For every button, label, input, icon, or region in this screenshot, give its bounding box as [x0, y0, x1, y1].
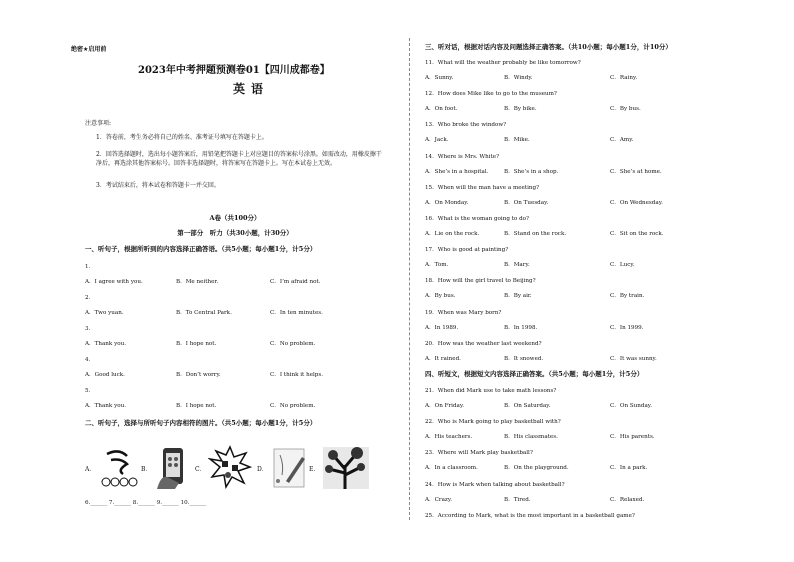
question-18-option-b: B．By air.: [504, 293, 532, 300]
question-24-text: 24．How is Mark when talking about basketball?: [425, 481, 565, 488]
question-13-option-c: C．Amy.: [610, 137, 634, 144]
exam-title: 2023年中考押题预测卷01【四川成都卷】: [138, 65, 330, 76]
question-4-number: 4．: [85, 357, 95, 363]
question-5-number: 5．: [85, 388, 95, 394]
picture-c-label: C．: [195, 465, 206, 473]
question-20-option-b: B．It snowed.: [504, 355, 544, 362]
question-23-option-c: C．In a park.: [610, 465, 648, 472]
picture-options: [85, 444, 375, 492]
question-18-text: 18．How will the girl travel to Beijing?: [425, 278, 536, 285]
question-17-option-c: C．Lucy.: [610, 262, 635, 269]
question-14-text: 14．Where is Mrs. White?: [425, 153, 500, 160]
notice-item-1: 1．答卷前，考生务必将自己的姓名、准考证号填写在答题卡上。: [96, 134, 268, 141]
q4-option-b: B．Don’t worry.: [176, 372, 221, 378]
question-21-option-a: A．On Friday.: [425, 403, 465, 409]
question-19-option-a: A．In 1989.: [425, 324, 459, 331]
section-3-heading: 三、听对话，根据对话内容及问题选择正确答案。（共10小题；每小题1分，计10分）: [425, 43, 672, 51]
q2-option-c: C．In ten minutes.: [270, 310, 323, 316]
q2-option-a: A．Two yuan.: [85, 310, 124, 316]
question-14-option-a: A．She’s in a hospital.: [425, 168, 489, 175]
question-13-option-b: B．Mike.: [504, 137, 530, 144]
question-16-option-c: C．Sit on the rock.: [610, 231, 664, 237]
subject-title: 英语: [233, 82, 270, 96]
q5-option-b: B．I hope not.: [176, 403, 217, 409]
question-18-option-c: C．By train.: [610, 293, 645, 300]
q1-option-c: C．I’m afraid not.: [270, 279, 321, 285]
q5-option-c: C．No problem.: [270, 403, 316, 409]
question-15-option-a: A．On Monday.: [425, 199, 469, 206]
pencil-drawing-icon: [270, 445, 310, 491]
picture-e: [309, 444, 371, 492]
question-22-option-a: A．His teachers.: [425, 434, 473, 441]
question-21-option-c: C．On Sunday.: [610, 403, 652, 409]
question-21-option-b: B．On Saturday.: [504, 403, 551, 409]
question-1-number: 1．: [85, 264, 95, 270]
question-24-option-b: B．Tired.: [504, 496, 531, 503]
question-17-option-a: A．Tom.: [425, 262, 449, 269]
question-14-option-b: B．She’s in a shop.: [504, 168, 559, 175]
question-16-option-a: A．Lie on the rock.: [425, 231, 480, 237]
question-19-option-b: B．In 1998.: [504, 324, 538, 331]
question-24-option-c: C．Relaxed.: [610, 496, 645, 503]
question-19-text: 19．When was Mary born?: [425, 309, 502, 316]
question-15-text: 15．When will the man have a meeting?: [425, 184, 540, 191]
question-3-number: 3．: [85, 326, 95, 332]
question-23-option-a: A．In a classroom.: [425, 465, 478, 472]
section-4-heading: 四、听短文，根据短文内容选择正确答案。（共5小题；每小题1分，计5分）: [425, 370, 644, 378]
picture-c: [195, 444, 254, 492]
question-20-option-c: C．It was sunny.: [610, 355, 657, 362]
question-12-text: 12．How does Mike like to go to the museum?: [425, 91, 557, 98]
answer-blanks: 6.______ 7.______ 8.______ 9.______ 10.______: [85, 500, 207, 506]
picture-d-label: D．: [257, 465, 268, 473]
section-1-heading: 一、听句子，根据所听到的内容选择正确答语。（共5小题；每小题1分，计5分）: [85, 245, 317, 253]
question-13-text: 13．Who broke the window?: [425, 122, 507, 129]
question-12-option-a: A．On foot.: [425, 106, 458, 113]
question-2-number: 2．: [85, 295, 95, 301]
question-16-text: 16．What is the woman going to do?: [425, 216, 530, 222]
olympic-rings-icon: [97, 446, 141, 490]
secret-label: 绝密★启用前: [71, 46, 107, 53]
tree-scene-icon: [321, 445, 371, 491]
question-11-option-c: C．Rainy.: [610, 75, 638, 81]
question-15-option-c: C．On Wednesday.: [610, 199, 663, 206]
question-22-option-b: B．His classmates.: [504, 434, 558, 441]
question-25-text: 25．According to Mark, what is the most important in a basketball game?: [425, 512, 635, 519]
q3-option-c: C．No problem.: [270, 341, 316, 347]
picture-b-label: B．: [141, 465, 152, 473]
question-23-text: 23．Where will Mark play basketball?: [425, 450, 533, 457]
question-24-option-a: A．Crazy.: [425, 496, 453, 503]
q2-option-b: B．To Central Park.: [176, 310, 232, 316]
question-22-text: 22．Who is Mark going to play basketball with?: [425, 419, 561, 426]
notice-item-3: 3．考试结束后，将本试卷和答题卡一并交回。: [96, 182, 220, 189]
question-19-option-c: C．In 1999.: [610, 324, 644, 331]
question-22-option-c: C．His parents.: [610, 434, 655, 441]
picture-d: [257, 444, 310, 492]
q1-option-b: B．Me neither.: [176, 279, 219, 285]
question-17-text: 17．Who is good at painting?: [425, 247, 509, 254]
question-12-option-b: B．By bike.: [504, 106, 537, 113]
question-14-option-c: C．She’s at home.: [610, 168, 662, 175]
section-2-heading: 二、听句子，选择与所听句子内容相符的图片。（共5小题；每小题1分，计5分）: [85, 419, 317, 427]
q1-option-a: A．I agree with you.: [85, 279, 143, 285]
question-15-option-b: B．On Tuesday.: [504, 199, 549, 206]
question-13-option-a: A．Jack.: [425, 137, 449, 144]
question-12-option-c: C．By bus.: [610, 106, 641, 113]
q3-option-a: A．Thank you.: [85, 341, 126, 347]
question-20-text: 20．How was the weather last weekend?: [425, 340, 542, 347]
question-16-option-b: B．Stand on the rock.: [504, 231, 567, 237]
picture-e-label: E．: [309, 465, 320, 473]
picture-a-label: A．: [85, 465, 96, 473]
question-20-option-a: A．It rained.: [425, 355, 461, 362]
picture-a: [85, 444, 141, 492]
part1-title: 第一部分 听力（共30小题，计30分）: [177, 229, 293, 237]
column-divider: [409, 38, 410, 520]
question-11-option-a: A．Sunny.: [425, 75, 454, 81]
question-18-option-a: A．By bus.: [425, 293, 456, 300]
notice-heading: 注意事项:: [85, 120, 112, 127]
question-23-option-b: B．On the playground.: [504, 465, 569, 472]
question-21-text: 21．When did Mark use to take math lessons?: [425, 388, 557, 394]
notice-item-2: 2．回答选择题时，选出每小题答案后，用铅笔把答题卡上对应题目的答案标号涂黑。如需改动，用橡皮擦干净后，再选涂其他答案标号。回答非选择题时，将答案写在答题卡上。写在本试卷上无效。: [96, 151, 382, 167]
picture-b: [141, 444, 193, 492]
question-17-option-b: B．Mary.: [504, 262, 530, 269]
question-11-option-b: B．Windy.: [504, 75, 533, 81]
q3-option-b: B．I hope not.: [176, 341, 217, 347]
q4-option-a: A．Good luck.: [85, 372, 125, 378]
phone-icon: [153, 445, 193, 491]
paper-a-title: A卷（共100分）: [209, 214, 261, 222]
q5-option-a: A．Thank you.: [85, 403, 126, 409]
comic-burst-icon: [208, 445, 254, 491]
question-11-text: 11．What will the weather probably be like tomorrow?: [425, 60, 581, 66]
q4-option-c: C．I think it helps.: [270, 372, 324, 378]
